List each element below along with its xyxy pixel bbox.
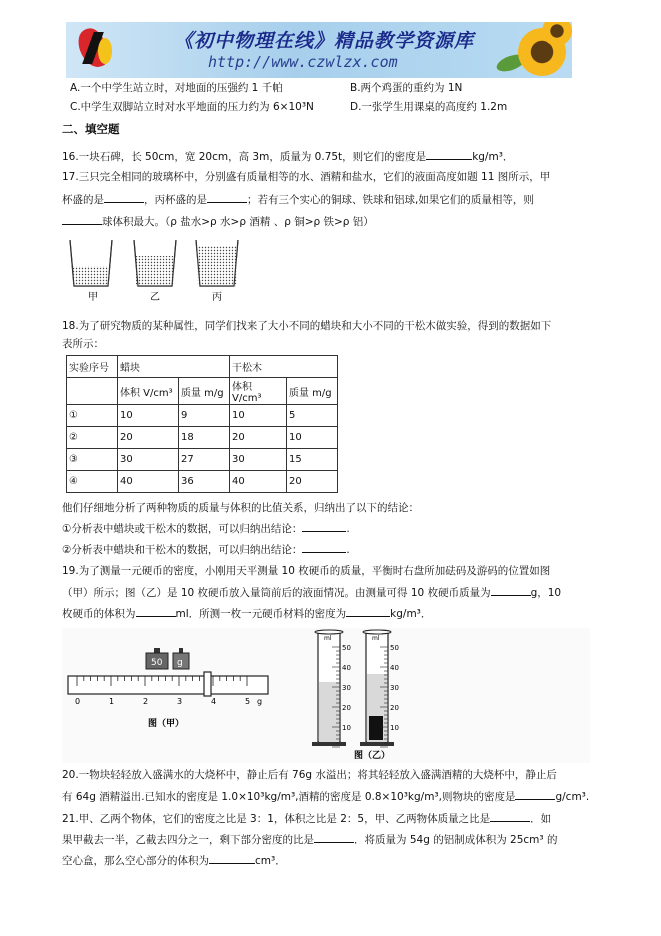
cup-bing: [196, 240, 238, 286]
balance-figure: [62, 628, 590, 763]
q19-text: kg/m³．: [390, 608, 432, 620]
tick-label: 2: [143, 697, 149, 706]
table-cell: 5: [287, 405, 338, 427]
q17-text: 球体积最大。（ρ 盐水>ρ 水>ρ 酒精 、ρ 铜>ρ 铁>ρ 铝）: [102, 216, 374, 228]
table-header-cell: 质量 m/g: [287, 378, 338, 405]
q17-line2: [62, 191, 534, 207]
q19-text: g，10: [530, 587, 562, 599]
tick-label: 10: [390, 724, 399, 732]
rider: [204, 672, 211, 696]
table-row: [67, 356, 338, 378]
answer-blank[interactable]: [104, 191, 144, 203]
q21-line2: [62, 831, 557, 847]
q20-line1: 20.一物块轻轻放入盛满水的大烧杯中，静止后有 76g 水溢出；将其轻轻放入盛满酒精的大烧杯中，静止后: [62, 769, 557, 781]
tick-label: 3: [177, 697, 183, 706]
tick-label: 10: [342, 724, 351, 732]
q21-line3: [62, 852, 286, 868]
coins: [369, 716, 383, 740]
answer-blank[interactable]: [302, 520, 346, 532]
q19-text: ml．所测一枚一元硬币材料的密度为: [175, 608, 347, 620]
answer-blank[interactable]: [209, 852, 255, 864]
table-header-cell: 质量 m/g: [179, 378, 230, 405]
unit-label: ml: [324, 635, 332, 642]
q16-unit: kg/m³．: [472, 151, 514, 163]
tick-label: 30: [390, 684, 399, 692]
q17-text: ，丙杯盛的是: [144, 194, 207, 206]
banner-url: http://www.czwlzx.com: [208, 53, 398, 71]
table-cell: 30: [118, 449, 179, 471]
logo-dot: [98, 38, 112, 64]
q20-line2: [62, 788, 589, 804]
q17-line3: [62, 213, 374, 229]
table-cell: 27: [179, 449, 230, 471]
tick-label: 30: [342, 684, 351, 692]
tick-label: 1: [109, 697, 115, 706]
table-cell: 10: [230, 405, 287, 427]
table-cell: ①: [67, 405, 118, 427]
cup-jia: [70, 240, 112, 286]
table-cell: 40: [230, 471, 287, 493]
tick-label: 50: [390, 644, 399, 652]
table-header-cell: 干松木: [230, 356, 338, 378]
option-d: D.一张学生用课桌的高度约 1.2m: [350, 101, 508, 113]
table-row: [67, 405, 338, 427]
q17-text: 杯盛的是: [62, 194, 104, 206]
figure-caption: 图（乙）: [354, 751, 391, 761]
q17-text: ；若有三个实心的铜球、铁球和铝球,如果它们的质量相等，则: [247, 194, 534, 206]
table-header-cell: 体积 V/cm³: [230, 378, 287, 405]
answer-blank[interactable]: [346, 605, 390, 617]
table-cell: [67, 378, 118, 405]
table-cell: 40: [118, 471, 179, 493]
answer-blank[interactable]: [62, 213, 102, 225]
q18-line1: 18.为了研究物质的某种属性，同学们找来了大小不同的蜡块和大小不同的干松木做实验，得到的数据如下: [62, 320, 552, 332]
cup-label: 乙: [150, 292, 160, 303]
q19-line1: 19.为了测量一元硬币的密度，小刚用天平测量 10 枚硬币的质量，平衡时右盘所加砝码及游码的位置如图: [62, 565, 551, 577]
q21-text: ．将质量为 54g 的铝制成体积为 25cm³ 的: [354, 834, 558, 846]
table-cell: ④: [67, 471, 118, 493]
cup-yi: [134, 240, 176, 286]
table-cell: 18: [179, 427, 230, 449]
table-cell: 36: [179, 471, 230, 493]
option-b: B.两个鸡蛋的重约为 1N: [350, 82, 463, 94]
answer-blank[interactable]: [314, 831, 354, 843]
q17-line1: 17.三只完全相同的玻璃杯中，分别盛有质量相等的水、酒精和盐水，它们的液面高度如题 11 图所示，甲: [62, 171, 551, 183]
table-cell: 9: [179, 405, 230, 427]
q21-text: 果甲截去一半，乙截去四分之一，剩下部分密度的比是: [62, 834, 314, 846]
q19-text: 枚硬币的体积为: [62, 608, 136, 620]
answer-blank[interactable]: [136, 605, 176, 617]
cup-label: 丙: [212, 292, 222, 303]
q19-line3: [62, 605, 431, 621]
table-header-cell: 实验序号: [67, 356, 118, 378]
weight-label: g: [177, 658, 183, 668]
q18-text: ②分析表中蜡块和干松木的数据，可以归纳出结论：: [62, 544, 303, 556]
table-cell: ③: [67, 449, 118, 471]
q18-after1: 他们仔细地分析了两种物质的质量与体积的比值关系，归纳出了以下的结论：: [62, 502, 419, 514]
q21-line1: [62, 810, 551, 826]
q18-after2: ①分析表中蜡块或干松木的数据，可以归纳出结论： .: [62, 520, 350, 536]
question-16: [62, 148, 513, 164]
q21-text: cm³．: [255, 855, 286, 867]
cups-figure: [66, 234, 246, 306]
header-banner: [66, 22, 572, 78]
tick-label: 0: [75, 697, 81, 706]
unit-label: ml: [372, 635, 380, 642]
weight-label: 50: [151, 658, 163, 668]
table-cell: 20: [230, 427, 287, 449]
q19-line2: [62, 584, 561, 600]
table-cell: 30: [230, 449, 287, 471]
banner-title: 《初中物理在线》精品教学资源库: [174, 30, 475, 52]
table-header-cell: 体积 V/cm³: [118, 378, 179, 405]
answer-blank[interactable]: [302, 541, 346, 553]
answer-blank[interactable]: [515, 788, 555, 800]
q18-line2: 表所示：: [62, 338, 104, 350]
table-row: [67, 449, 338, 471]
tick-label: 40: [342, 664, 351, 672]
answer-blank[interactable]: [491, 584, 531, 596]
sunflower-icon: [542, 22, 572, 46]
section-title: 二、填空题: [62, 122, 120, 136]
option-a: A.一个中学生站立时，对地面的压强约 1 千帕: [70, 82, 283, 94]
unit-label: g: [257, 697, 263, 706]
data-table: [66, 355, 338, 493]
q21-text: ．如: [530, 813, 552, 825]
tick-label: 40: [390, 664, 399, 672]
q20-text: 有 64g 酒精溢出.已知水的密度是 1.0×10³kg/m³,酒精的密度是 0.8×10³kg/m³,则物块的密度是: [62, 791, 516, 803]
q20-text: g/cm³.: [555, 791, 590, 803]
table-row: [67, 471, 338, 493]
tick-label: 20: [390, 704, 399, 712]
answer-blank[interactable]: [490, 810, 530, 822]
table-row: [67, 378, 338, 405]
cup-label: 甲: [88, 292, 98, 303]
table-cell: 15: [287, 449, 338, 471]
q18-text: ①分析表中蜡块或干松木的数据，可以归纳出结论：: [62, 523, 303, 535]
table-row: [67, 427, 338, 449]
answer-blank[interactable]: [426, 148, 472, 160]
q21-text: 空心盒，那么空心部分的体积为: [62, 855, 209, 867]
table-cell: ②: [67, 427, 118, 449]
tick-label: 4: [211, 697, 217, 706]
table-cell: 20: [287, 471, 338, 493]
tick-label: 50: [342, 644, 351, 652]
option-c: C.中学生双脚站立时对水平地面的压力约为 6×10³N: [70, 101, 314, 113]
table-cell: 10: [287, 427, 338, 449]
table-cell: 10: [118, 405, 179, 427]
figure-caption: 图（甲）: [148, 719, 185, 729]
answer-blank[interactable]: [207, 191, 247, 203]
table-header-cell: 蜡块: [118, 356, 230, 378]
tick-label: 20: [342, 704, 351, 712]
q18-after3: ②分析表中蜡块和干松木的数据，可以归纳出结论： .: [62, 541, 350, 557]
q19-text: （甲）所示；图（乙）是 10 枚硬币放入量筒前后的液面情况。由测量可得 10 枚硬币质量为: [62, 587, 491, 599]
q16-text: 16.一块石碑，长 50cm，宽 20cm，高 3m，质量为 0.75t，则它们的密度是: [62, 151, 427, 163]
tick-label: 5: [245, 697, 251, 706]
q21-text: 21.甲、乙两个物体，它们的密度之比是 3：1，体积之比是 2：5，甲、乙两物体质量之比是: [62, 813, 491, 825]
table-cell: 20: [118, 427, 179, 449]
